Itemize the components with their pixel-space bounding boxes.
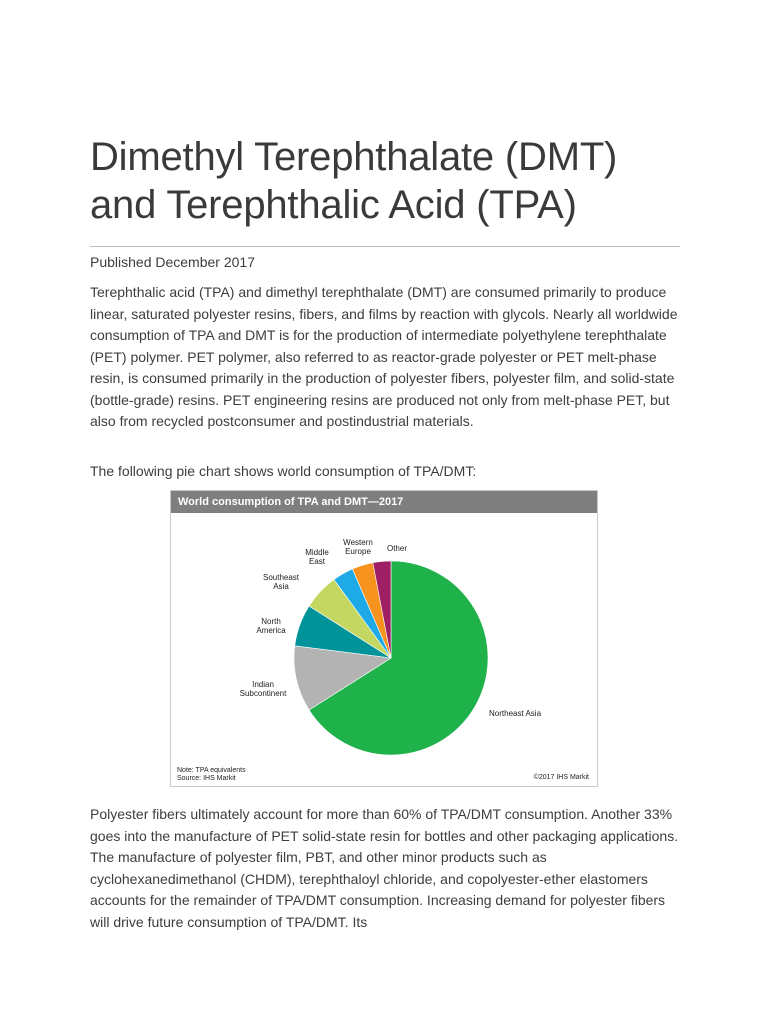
title-divider [90, 246, 680, 247]
consumption-paragraph: Polyester fibers ultimately account for more than 60% of TPA/DMT consumption. Another 33% goes into the manufacture of PET solid-state resin for bottles and other packaging applications. The manufacture of polyester film, PBT, and other minor products such as cyclohexanedimethanol (CHDM), terephthaloyl chloride, and copolyester-ether elastomers accounts for the remainder of TPA/DMT consumption. Increasing demand for polyester fibers will drive future consumption of TPA/DMT. Its [90, 806, 679, 930]
slice-label-western-europe: Western Europe [343, 538, 373, 556]
slice-label-northeast-asia: Northeast Asia [489, 709, 542, 718]
chart-title: World consumption of TPA and DMT—2017 [178, 496, 404, 508]
slice-label-middle-east: Middle East [305, 548, 329, 566]
chart-note: Note: TPA equivalents [177, 767, 246, 774]
slice-label-north-america: North America [256, 617, 286, 635]
pie-chart-figure [170, 490, 598, 787]
published-date: Published December 2017 [90, 254, 255, 270]
pie-chart-svg [171, 491, 597, 786]
page-title: Dimethyl Terephthalate (DMT) and Terephthalic Acid (TPA) [90, 135, 618, 227]
intro-paragraph: Terephthalic acid (TPA) and dimethyl terephthalate (DMT) are consumed primarily to produce linear, saturated polyester resins, fibers, and films by reaction with glycols. Nearly all worldwide consumption of TPA and DMT is for the production of intermediate polyethylene terephthalate (PET) polymer. PET polymer, also referred to as reactor-grade polyester or PET melt-phase resin, is consumed primarily in the production of polyester fibers, polyester film, and solid-state (bottle-grade) resins. PET engineering resins are produced not only from melt-phase PET, but also from recycled postconsumer and postindustrial materials. [90, 284, 678, 429]
slice-label-indian-subcontinent: Indian Subcontinent [239, 680, 287, 698]
slice-label-southeast-asia: Southeast Asia [262, 573, 300, 591]
chart-intro-paragraph: The following pie chart shows world consumption of TPA/DMT: [90, 463, 477, 479]
chart-source: Source: IHS Markit [177, 775, 236, 782]
slice-label-other: Other [386, 544, 408, 553]
chart-copyright: ©2017 IHS Markit [533, 774, 589, 781]
